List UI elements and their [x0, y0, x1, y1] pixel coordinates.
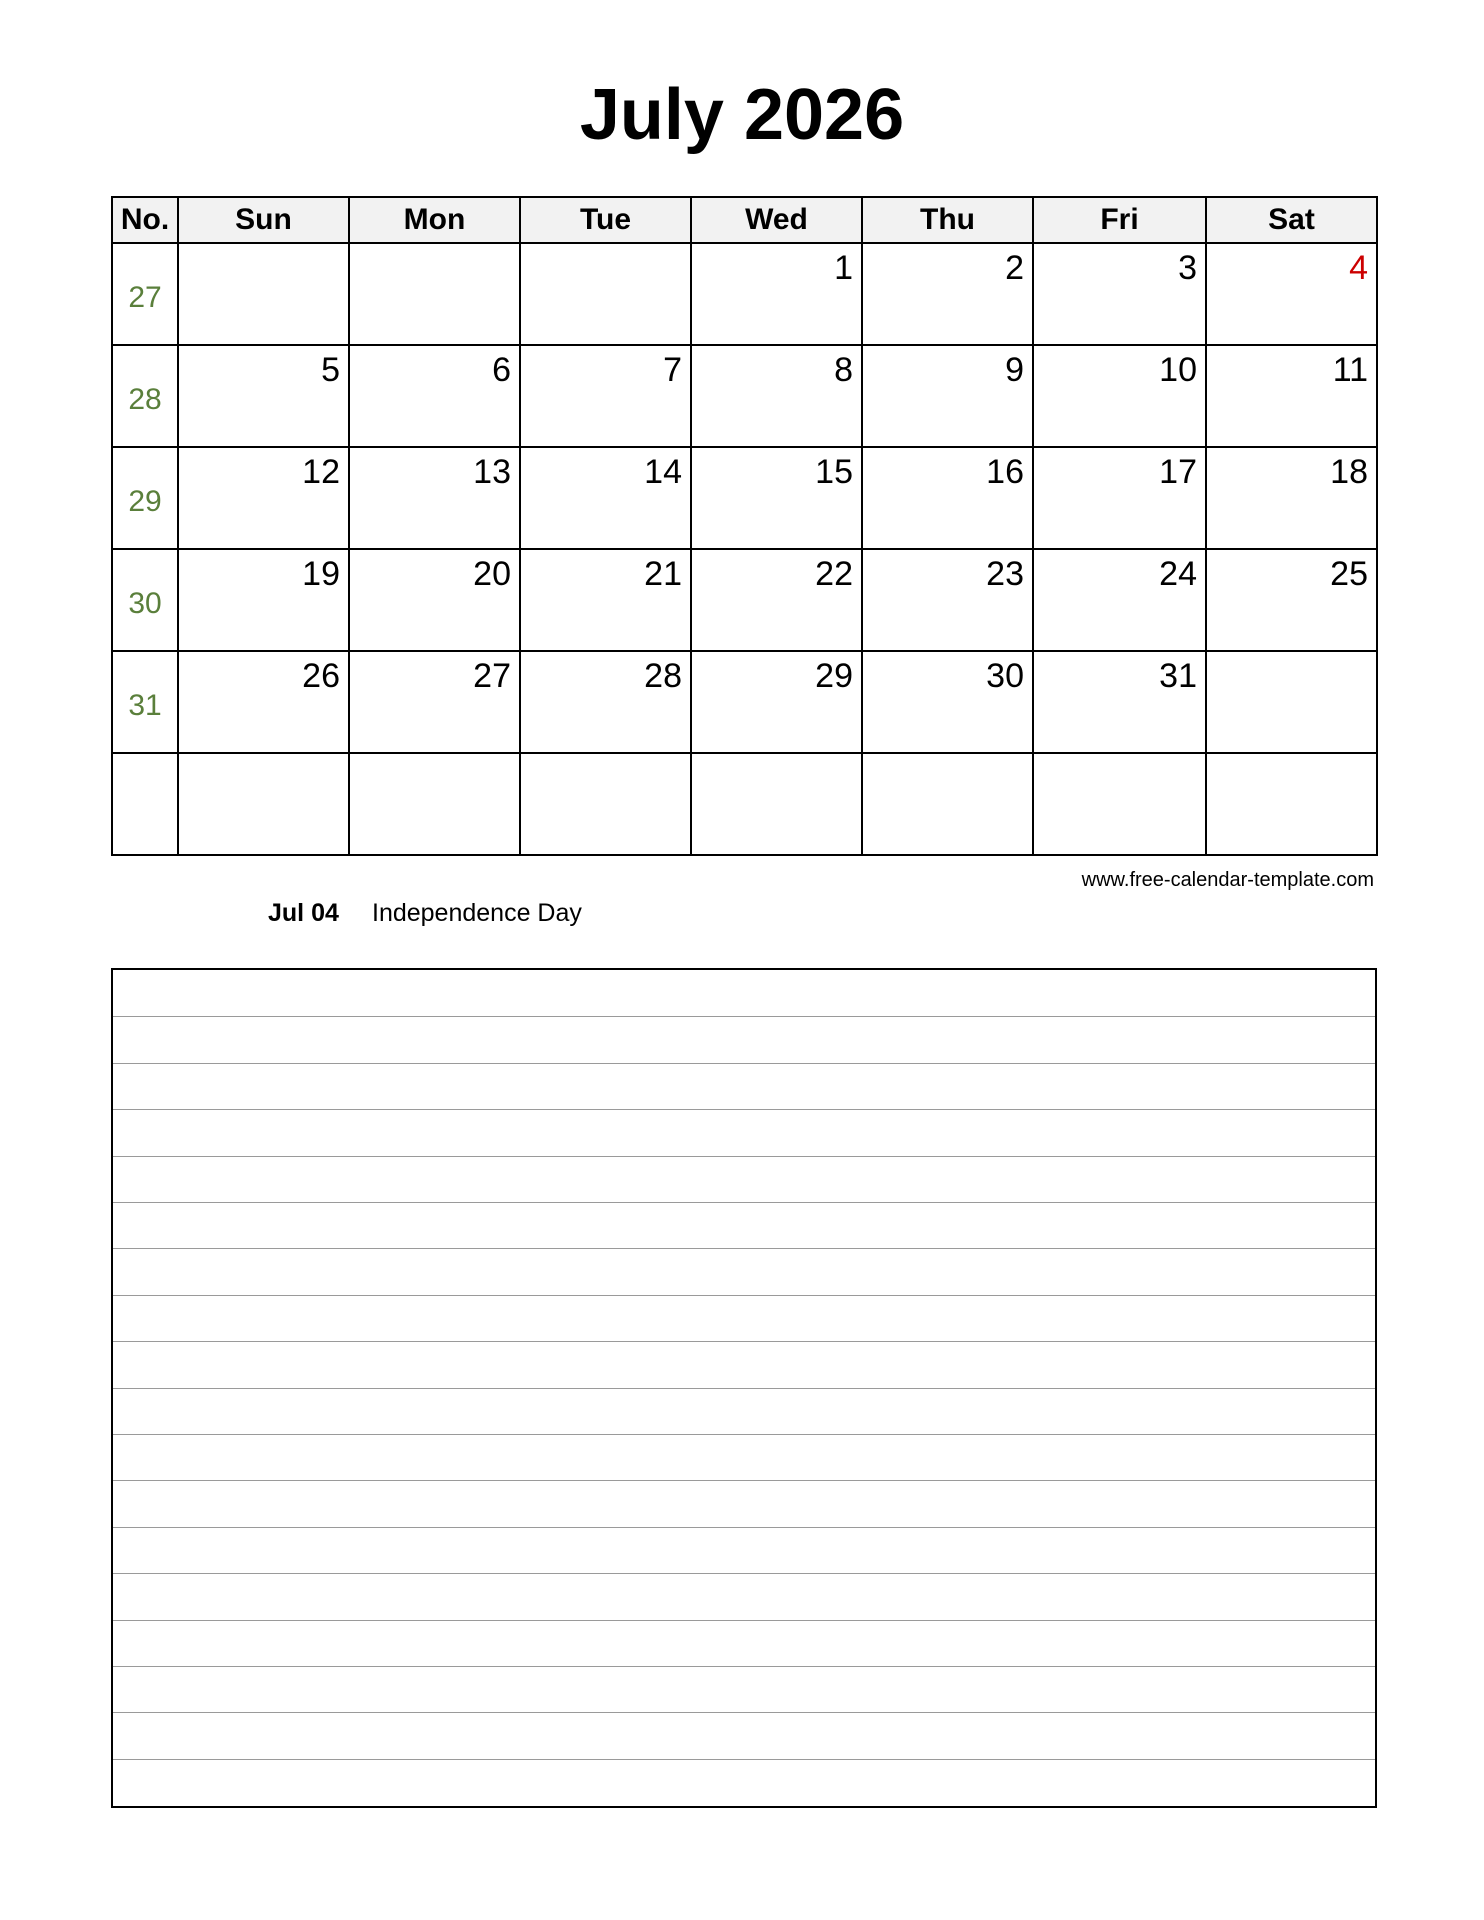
- day-number: 1: [834, 249, 853, 287]
- day-cell[interactable]: [691, 345, 862, 447]
- week-number-cell: [112, 651, 178, 753]
- day-number: 4: [1349, 249, 1368, 287]
- weekday-header: Tue: [520, 197, 691, 243]
- week-number-header: No.: [112, 197, 178, 243]
- note-line: [113, 1063, 1375, 1064]
- day-cell[interactable]: [1033, 549, 1206, 651]
- day-cell[interactable]: [1206, 243, 1377, 345]
- note-line: [113, 1573, 1375, 1574]
- day-number: 16: [986, 453, 1024, 491]
- calendar-grid: [111, 196, 1378, 856]
- day-cell[interactable]: [862, 243, 1033, 345]
- day-cell[interactable]: [1206, 447, 1377, 549]
- day-cell[interactable]: [349, 651, 520, 753]
- day-cell[interactable]: [1033, 243, 1206, 345]
- day-cell[interactable]: [178, 345, 349, 447]
- day-number: 11: [1332, 351, 1368, 389]
- day-cell[interactable]: [349, 753, 520, 855]
- day-cell[interactable]: [1206, 651, 1377, 753]
- week-row: [112, 753, 1377, 855]
- day-cell[interactable]: [691, 651, 862, 753]
- note-line: [113, 1388, 1375, 1389]
- day-cell[interactable]: [520, 651, 691, 753]
- day-number: 20: [473, 555, 511, 593]
- website-url: www.free-calendar-template.com: [1081, 869, 1374, 891]
- day-number: 12: [302, 453, 340, 491]
- day-cell[interactable]: [862, 651, 1033, 753]
- note-line: [113, 1527, 1375, 1528]
- week-row: [112, 345, 1377, 447]
- weekday-header: Sat: [1206, 197, 1377, 243]
- day-number: 8: [834, 351, 853, 389]
- day-number: 31: [1159, 657, 1197, 695]
- day-number: 17: [1159, 453, 1197, 491]
- note-line: [113, 1712, 1375, 1713]
- note-line: [113, 1202, 1375, 1203]
- day-number: 15: [815, 453, 853, 491]
- holiday-date: Jul 04: [268, 899, 339, 927]
- note-line: [113, 1295, 1375, 1296]
- weekday-header: Wed: [691, 197, 862, 243]
- day-cell[interactable]: [520, 447, 691, 549]
- week-number-cell: [112, 753, 178, 855]
- day-cell[interactable]: [349, 447, 520, 549]
- day-cell[interactable]: [862, 345, 1033, 447]
- week-row: [112, 447, 1377, 549]
- day-number: 19: [302, 555, 340, 593]
- day-number: 25: [1330, 555, 1368, 593]
- day-cell[interactable]: [178, 243, 349, 345]
- day-number: 6: [492, 351, 511, 389]
- day-cell[interactable]: [1033, 447, 1206, 549]
- weekday-header: Fri: [1033, 197, 1206, 243]
- day-number: 7: [663, 351, 682, 389]
- note-line: [113, 1480, 1375, 1481]
- day-cell[interactable]: [862, 447, 1033, 549]
- weekday-header: Sun: [178, 197, 349, 243]
- day-cell[interactable]: [1206, 549, 1377, 651]
- day-number: 27: [473, 657, 511, 695]
- day-cell[interactable]: [520, 345, 691, 447]
- day-cell[interactable]: [862, 753, 1033, 855]
- day-cell[interactable]: [520, 753, 691, 855]
- note-line: [113, 1109, 1375, 1110]
- note-line: [113, 1620, 1375, 1621]
- day-cell[interactable]: [178, 549, 349, 651]
- day-cell[interactable]: [1206, 345, 1377, 447]
- day-number: 21: [644, 555, 682, 593]
- day-cell[interactable]: [1033, 345, 1206, 447]
- week-row: [112, 651, 1377, 753]
- week-number: 27: [128, 281, 162, 314]
- week-row: [112, 549, 1377, 651]
- day-cell[interactable]: [349, 243, 520, 345]
- note-line: [113, 1156, 1375, 1157]
- week-number: 29: [128, 485, 162, 518]
- day-cell[interactable]: [691, 243, 862, 345]
- day-cell[interactable]: [349, 345, 520, 447]
- weekday-header: Thu: [862, 197, 1033, 243]
- page-title: July 2026: [579, 75, 905, 155]
- note-line: [113, 1341, 1375, 1342]
- day-number: 14: [644, 453, 682, 491]
- weekday-header-row: [112, 197, 1377, 243]
- day-number: 29: [815, 657, 853, 695]
- day-number: 23: [986, 555, 1024, 593]
- week-number-cell: [112, 447, 178, 549]
- note-line: [113, 1248, 1375, 1249]
- day-cell[interactable]: [520, 243, 691, 345]
- day-cell[interactable]: [1206, 753, 1377, 855]
- day-cell[interactable]: [1033, 651, 1206, 753]
- note-line: [113, 1434, 1375, 1435]
- holiday-name: Independence Day: [372, 899, 582, 927]
- week-number-cell: [112, 243, 178, 345]
- day-cell[interactable]: [691, 447, 862, 549]
- day-number: 10: [1159, 351, 1197, 389]
- day-number: 26: [302, 657, 340, 695]
- day-cell[interactable]: [691, 753, 862, 855]
- day-cell[interactable]: [349, 549, 520, 651]
- day-number: 24: [1159, 555, 1197, 593]
- week-row: [112, 243, 1377, 345]
- note-line: [113, 1759, 1375, 1760]
- note-line: [113, 1666, 1375, 1667]
- day-number: 5: [321, 351, 340, 389]
- day-cell[interactable]: [520, 549, 691, 651]
- day-number: 3: [1178, 249, 1197, 287]
- note-line: [113, 1016, 1375, 1017]
- notes-area[interactable]: [111, 968, 1377, 1808]
- weekday-header: Mon: [349, 197, 520, 243]
- day-number: 2: [1005, 249, 1024, 287]
- day-cell[interactable]: [1033, 753, 1206, 855]
- week-number: 30: [128, 587, 162, 620]
- day-cell[interactable]: [178, 753, 349, 855]
- day-cell[interactable]: [691, 549, 862, 651]
- week-number-cell: [112, 549, 178, 651]
- day-number: 13: [473, 453, 511, 491]
- week-number: 28: [128, 383, 162, 416]
- day-number: 18: [1330, 453, 1368, 491]
- day-number: 9: [1005, 351, 1024, 389]
- week-number: 31: [128, 689, 162, 722]
- day-number: 30: [986, 657, 1024, 695]
- day-number: 28: [644, 657, 682, 695]
- day-cell[interactable]: [862, 549, 1033, 651]
- day-cell[interactable]: [178, 447, 349, 549]
- day-cell[interactable]: [178, 651, 349, 753]
- day-number: 22: [815, 555, 853, 593]
- week-number-cell: [112, 345, 178, 447]
